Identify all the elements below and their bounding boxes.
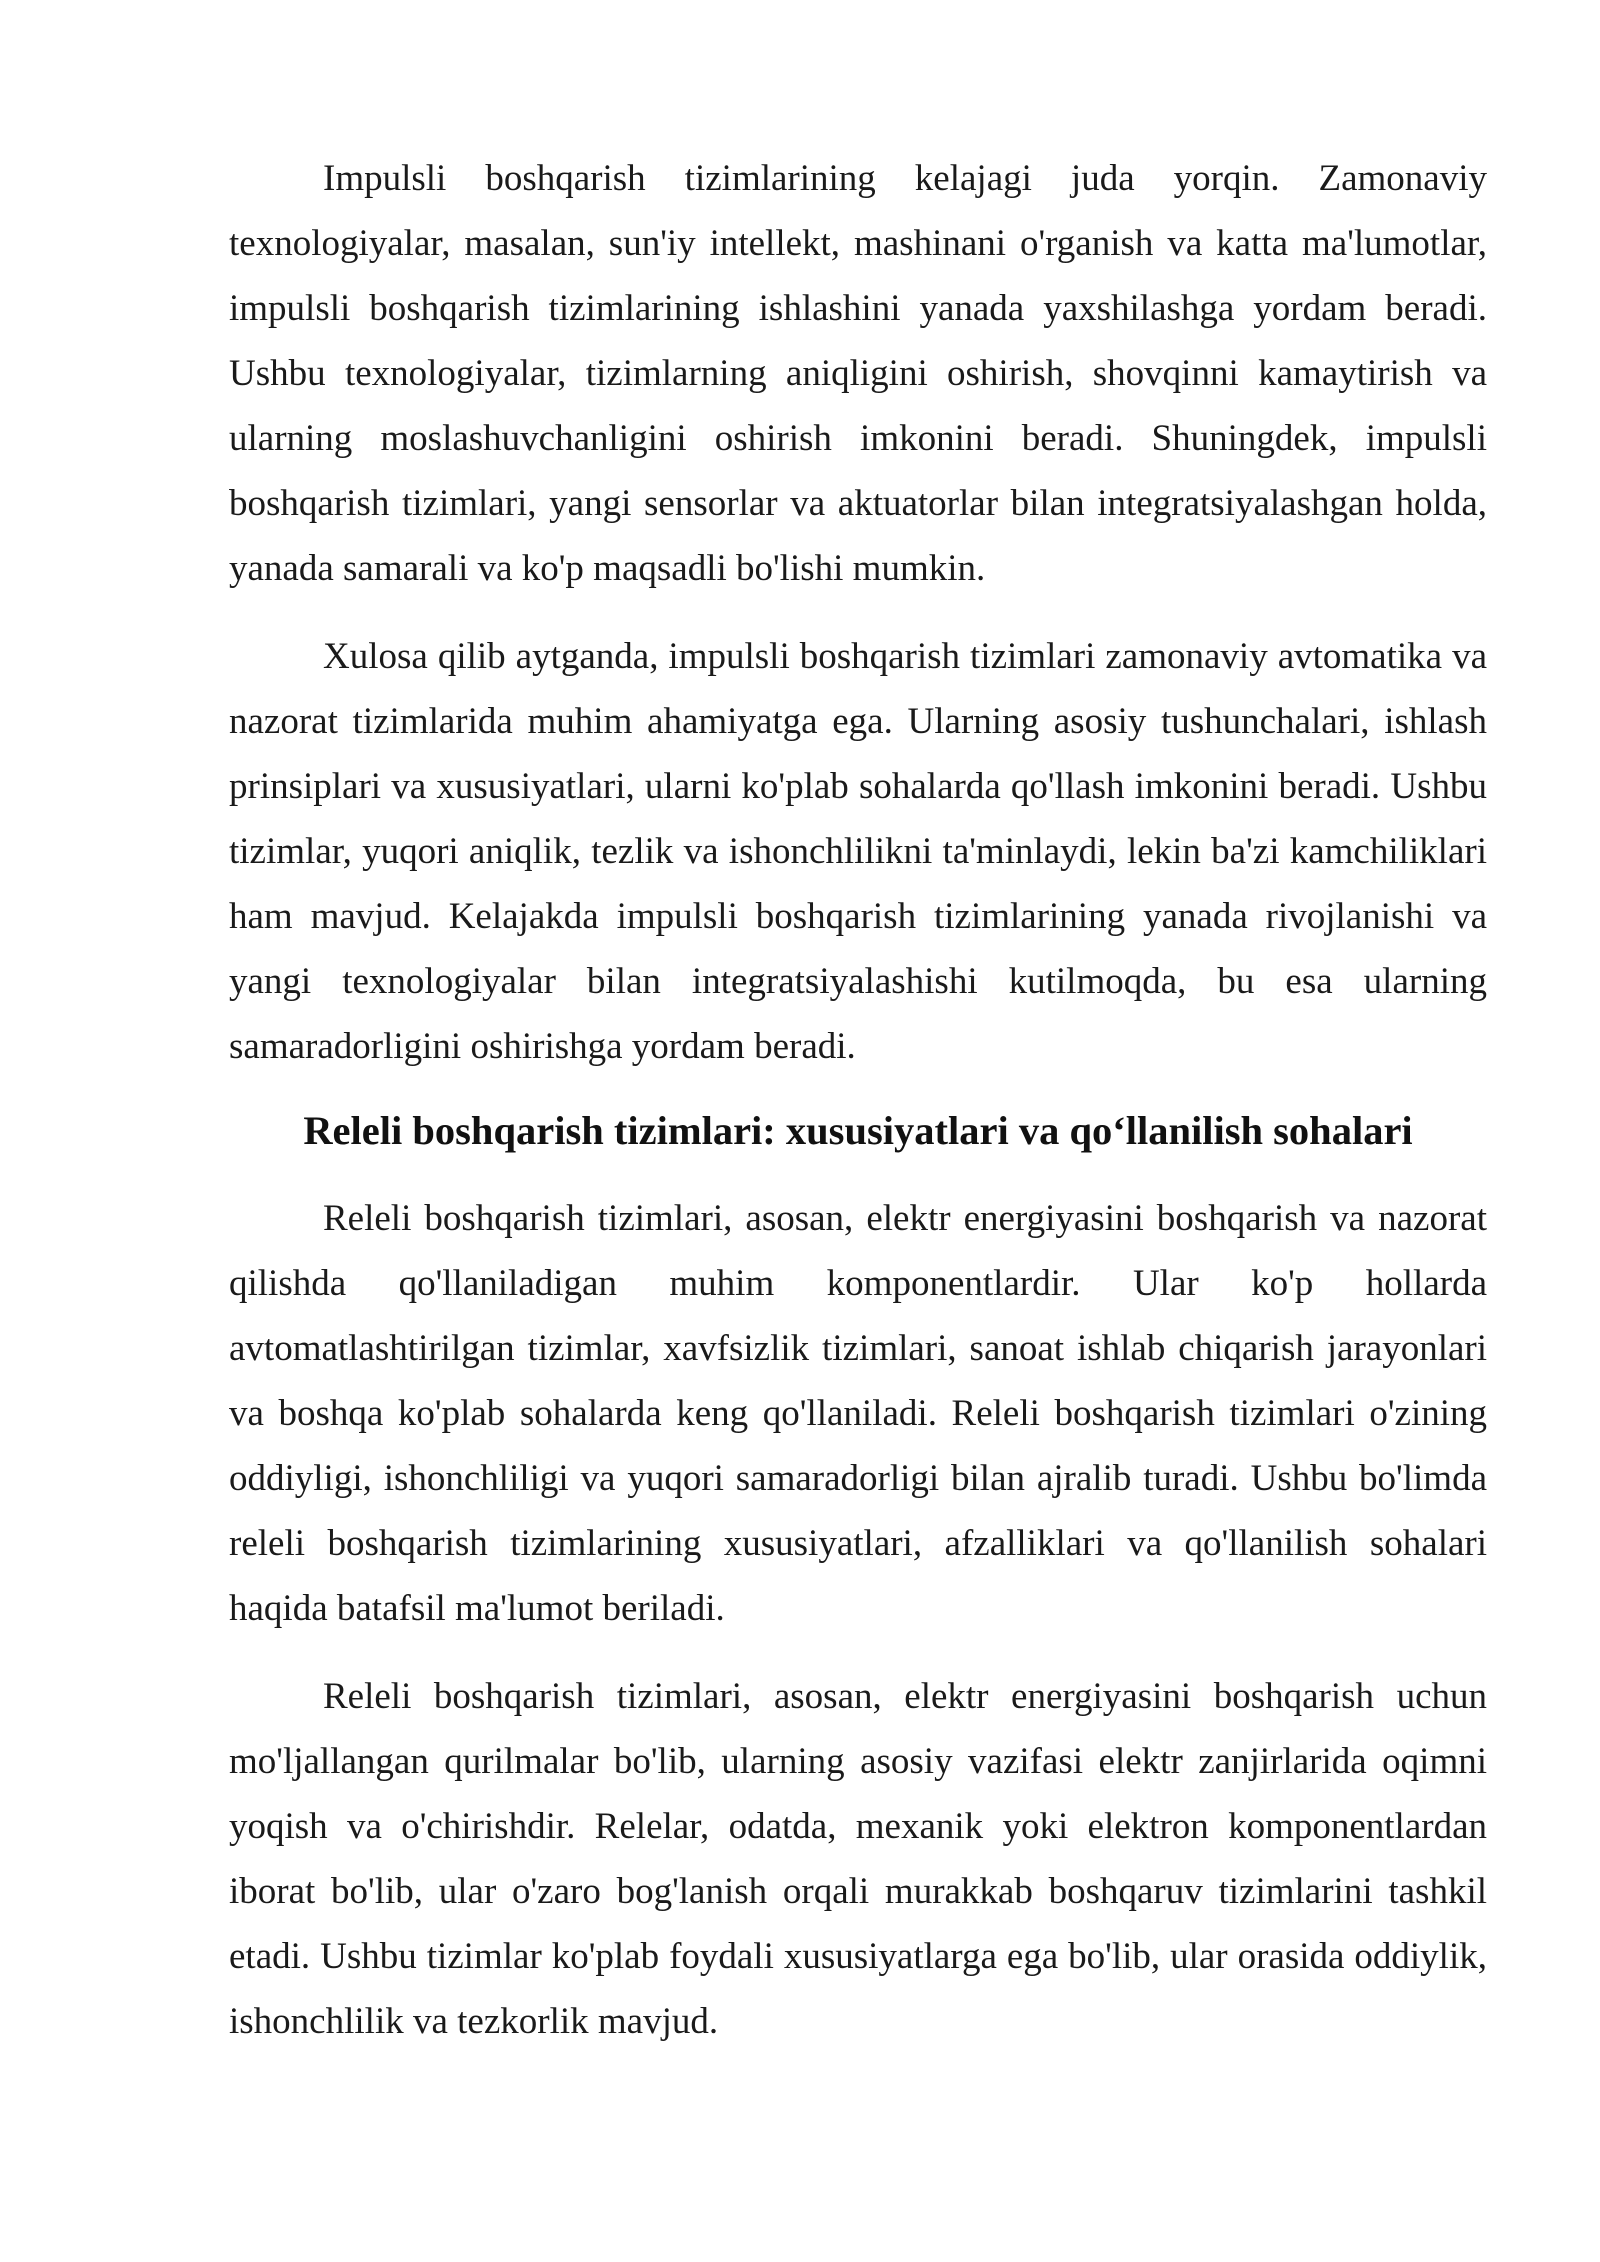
paragraph-conclusion: Xulosa qilib aytganda, impulsli boshqarish tizimlari zamonaviy avtomatika va nazorat tizimlarida muhim ahamiyatga ega. Ularning asosiy tushunchalari, ishlash prinsiplari va xususiyatlari, ularni ko'plab sohalarda qo'llash imkonini beradi. Ushbu tizimlar, yuqori aniqlik, tezlik va ishonchlilikni ta'minlaydi, lekin ba'zi kamchiliklari ham mavjud. Kelajakda impulsli boshqarish tizimlarining yanada rivojlanishi va yangi texnologiyalar bilan integratsiyalashishi kutilmoqda, bu esa ularning samaradorligini oshirishga yordam beradi.: [229, 636, 1487, 1067]
document-body: [229, 146, 1487, 2077]
section-heading: Releli boshqarish tizimlari: xususiyatlari va qo‘llanilish sohalari: [303, 1108, 1413, 1153]
paragraph-relay-definition: Releli boshqarish tizimlari, asosan, elektr energiyasini boshqarish uchun mo'ljallangan qurilmalar bo'lib, ularning asosiy vazifasi elektr zanjirlarida oqimni yoqish va o'chirishdir. Relelar, odatda, mexanik yoki elektron komponentlardan iborat bo'lib, ular o'zaro bog'lanish orqali murakkab boshqaruv tizimlarini tashkil etadi. Ushbu tizimlar ko'plab foydali xususiyatlarga ega bo'lib, ular orasida oddiylik, ishonchlilik va tezkorlik mavjud.: [229, 1676, 1487, 2042]
paragraph-future-of-impulse-control: Impulsli boshqarish tizimlarining kelajagi juda yorqin. Zamonaviy texnologiyalar, masalan, sun'iy intellekt, mashinani o'rganish va katta ma'lumotlar, impulsli boshqarish tizimlarining ishlashini yanada yaxshilashga yordam beradi. Ushbu texnologiyalar, tizimlarning aniqligini oshirish, shovqinni kamaytirish va ularning moslashuvchanligini oshirish imkonini beradi. Shuningdek, impulsli boshqarish tizimlari, yangi sensorlar va aktuatorlar bilan integratsiyalashgan holda, yanada samarali va ko'p maqsadli bo'lishi mumkin.: [229, 158, 1487, 589]
paragraph-relay-intro: Releli boshqarish tizimlari, asosan, elektr energiyasini boshqarish va nazorat qilishda qo'llaniladigan muhim komponentlardir. Ular ko'p hollarda avtomatlashtirilgan tizimlar, xavfsizlik tizimlari, sanoat ishlab chiqarish jarayonlari va boshqa ko'plab sohalarda keng qo'llaniladi. Releli boshqarish tizimlari o'zining oddiyligi, ishonchliligi va yuqori samaradorligi bilan ajralib turadi. Ushbu bo'limda releli boshqarish tizimlarining xususiyatlari, afzalliklari va qo'llanilish sohalari haqida batafsil ma'lumot beriladi.: [229, 1198, 1487, 1629]
